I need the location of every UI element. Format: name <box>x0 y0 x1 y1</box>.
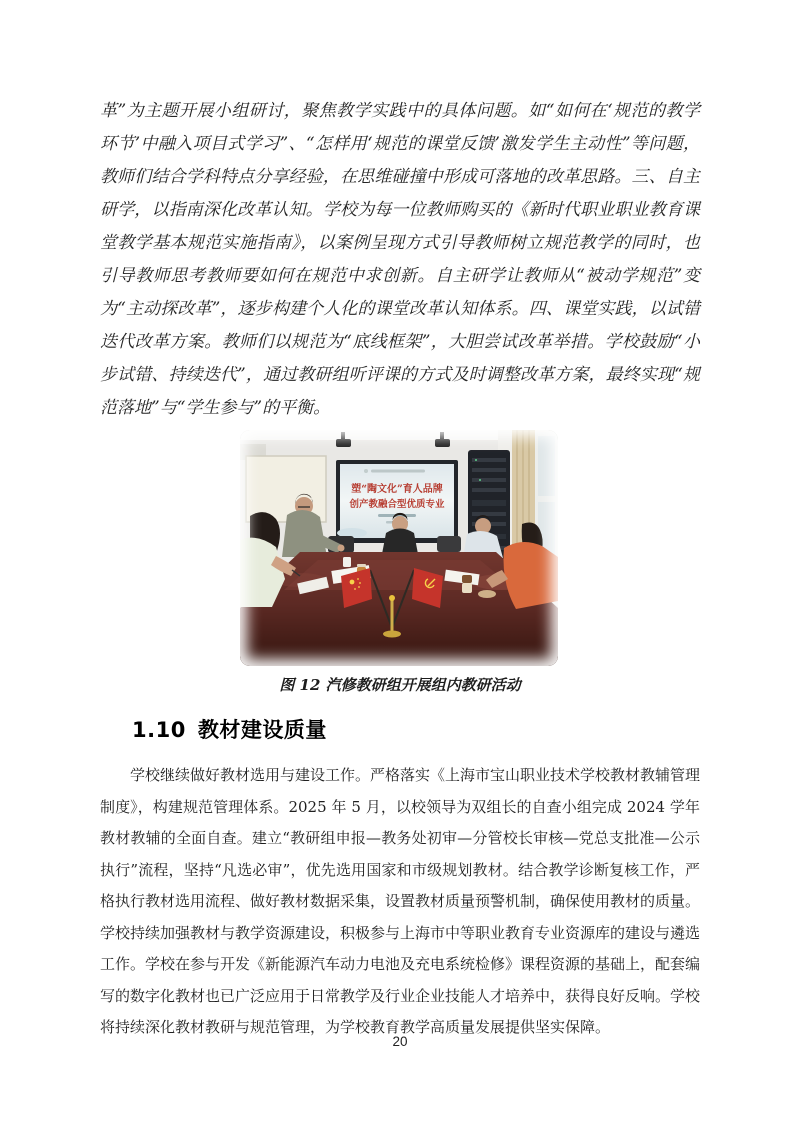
section-heading <box>132 714 327 744</box>
section-title: 教材建设质量 <box>197 718 327 742</box>
section-number: 1.10 <box>132 718 186 742</box>
screen-title-line1: 塑“陶文化”育人品牌 <box>351 484 443 495</box>
chair <box>437 536 461 552</box>
figure-caption <box>0 674 800 695</box>
figure-image <box>240 430 558 666</box>
meeting-photo-illustration <box>240 430 558 666</box>
whiteboard <box>246 456 326 522</box>
page-number: 20 <box>392 1034 408 1049</box>
figure-caption-text: 图 12 汽修教研组开展组内教研活动 <box>279 676 521 694</box>
body-paragraph-2: 学校继续做好教材选用与建设工作。严格落实《上海市宝山职业技术学校教材教辅管理制度》，构建规范管理体系。2025 年 5 月，以校领导为双组长的自查小组完成 2024 学年教材教辅的全面自查。建立“教研组申报—教务处初审—分管校长审核—党总支批准—公示执行”流程，坚持“凡选必审”，优先选用国家和市级规划教材。结合教学诊断复核工作，严格执行教材选用流程、做好教材数据采集，设置教材质量预警机制，确保使用教材的质量。学校持续加强教材与教学资源建设，积极参与上海市中等职业教育专业资源库的建设与遴选工作。学校在参与开发《新能源汽车动力电池及充电系统检修》课程资源的基础上，配套编写的数字化教材也已广泛应用于日常教学及行业企业技能人才培养中，获得良好反响。学校将持续深化教材教研与规范管理，为学校教育教学高质量发展提供坚实保障。 <box>100 766 701 1036</box>
body-paragraph-1: 革”为主题开展小组研讨，聚焦教学实践中的具体问题。如“如何在‘规范的教学环节’中融入项目式学习”、“怎样用‘规范的课堂反馈’激发学生主动性”等问题，教师们结合学科特点分享经验，在思维碰撞中形成可落地的改革思路。三、自主研学，以指南深化改革认知。学校为每一位教师购买的《新时代职业职业教育课堂教学基本规范实施指南》，以案例呈现方式引导教师树立规范教学的同时，也引导教师思考教师要如何在规范中求创新。自主研学让教师从“被动学规范”变为“主动探改革”，逐步构建个人化的课堂改革认知体系。四、课堂实践，以试错迭代改革方案。教师们以规范为“底线框架”，大胆尝试改革举措。学校鼓励“小步试错、持续迭代”，通过教研组听评课的方式及时调整改革方案，最终实现“规范落地”与“学生参与”的平衡。 <box>100 101 700 418</box>
screen-title-line2: 创产教融合型优质专业 <box>349 499 445 510</box>
